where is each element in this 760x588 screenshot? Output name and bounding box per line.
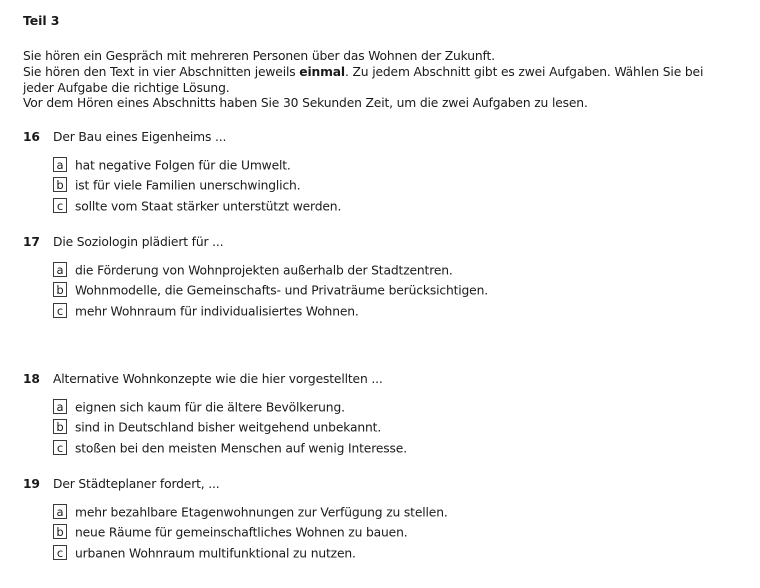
answer-option-b[interactable] — [53, 522, 743, 542]
answer-option-c[interactable] — [53, 438, 743, 458]
answer-option-b[interactable] — [53, 175, 743, 195]
answer-option-a[interactable] — [53, 502, 743, 522]
question-stem: Der Bau eines Eigenheims ... — [53, 130, 227, 144]
answer-option-c[interactable] — [53, 196, 743, 216]
instruction-text: . Zu jedem Abschnitt gibt es zwei Aufgaben. Wählen Sie bei jeder Aufgabe die richtige Lösung. — [23, 64, 704, 95]
instruction-emphasis: einmal — [299, 64, 346, 79]
option-text: hat negative Folgen für die Umwelt. — [75, 158, 291, 173]
question-number: 17 — [23, 235, 40, 249]
answer-option-c[interactable] — [53, 543, 743, 563]
option-letter-box[interactable]: c — [53, 440, 67, 455]
answer-option-b[interactable] — [53, 280, 743, 300]
option-text: mehr Wohnraum für individualisiertes Wohnen. — [75, 303, 359, 318]
instruction-text: Sie hören den Text in vier Abschnitten jeweils — [23, 64, 300, 79]
page-title: Teil 3 — [23, 13, 60, 28]
option-text: sollte vom Staat stärker unterstützt werden. — [75, 198, 342, 213]
option-letter-box[interactable]: a — [53, 262, 67, 277]
option-letter-box[interactable]: a — [53, 504, 67, 519]
option-text: eignen sich kaum für die ältere Bevölkerung. — [75, 400, 345, 415]
question-stem: Der Städteplaner fordert, ... — [53, 477, 220, 491]
answer-option-c[interactable] — [53, 301, 743, 321]
question-16 — [23, 128, 743, 216]
question-header — [23, 475, 743, 493]
option-letter-box[interactable]: a — [53, 157, 67, 172]
answer-option-a[interactable] — [53, 397, 743, 417]
question-stem: Alternative Wohnkonzepte wie die hier vorgestellten ... — [53, 372, 383, 386]
option-letter-box[interactable]: b — [53, 177, 67, 192]
question-header — [23, 233, 743, 251]
option-text: neue Räume für gemeinschaftliches Wohnen zu bauen. — [75, 525, 408, 540]
option-text: mehr bezahlbare Etagenwohnungen zur Verfügung zu stellen. — [75, 505, 448, 520]
question-number: 18 — [23, 372, 40, 386]
option-text: stoßen bei den meisten Menschen auf wenig Interesse. — [75, 440, 407, 455]
option-text: urbanen Wohnraum multifunktional zu nutzen. — [75, 545, 356, 560]
answer-options — [53, 260, 743, 321]
question-header — [23, 370, 743, 388]
answer-options — [53, 397, 743, 458]
instruction-line: Sie hören ein Gespräch mit mehreren Personen über das Wohnen der Zukunft. — [23, 49, 495, 63]
question-stem: Die Soziologin plädiert für ... — [53, 235, 224, 249]
option-letter-box[interactable]: c — [53, 303, 67, 318]
question-number: 19 — [23, 477, 40, 491]
option-letter-box[interactable]: b — [53, 524, 67, 539]
option-letter-box[interactable]: c — [53, 198, 67, 213]
option-text: die Förderung von Wohnprojekten außerhalb der Stadtzentren. — [75, 263, 453, 278]
option-letter-box[interactable]: c — [53, 545, 67, 560]
option-letter-box[interactable]: b — [53, 419, 67, 434]
option-text: ist für viele Familien unerschwinglich. — [75, 178, 301, 193]
question-19 — [23, 475, 743, 563]
instruction-line — [23, 65, 723, 97]
option-letter-box[interactable]: a — [53, 399, 67, 414]
answer-option-a[interactable] — [53, 155, 743, 175]
instructions — [23, 49, 723, 112]
answer-options — [53, 155, 743, 216]
instruction-line: Vor dem Hören eines Abschnitts haben Sie 30 Sekunden Zeit, um die zwei Aufgaben zu lesen. — [23, 96, 588, 111]
question-18 — [23, 370, 743, 458]
question-header — [23, 128, 743, 146]
answer-option-b[interactable] — [53, 417, 743, 437]
option-text: Wohnmodelle, die Gemeinschafts- und Privaträume berücksichtigen. — [75, 283, 489, 298]
question-number: 16 — [23, 130, 40, 144]
answer-options — [53, 502, 743, 563]
option-text: sind in Deutschland bisher weitgehend unbekannt. — [75, 420, 382, 435]
question-17 — [23, 233, 743, 321]
option-letter-box[interactable]: b — [53, 282, 67, 297]
answer-option-a[interactable] — [53, 260, 743, 280]
